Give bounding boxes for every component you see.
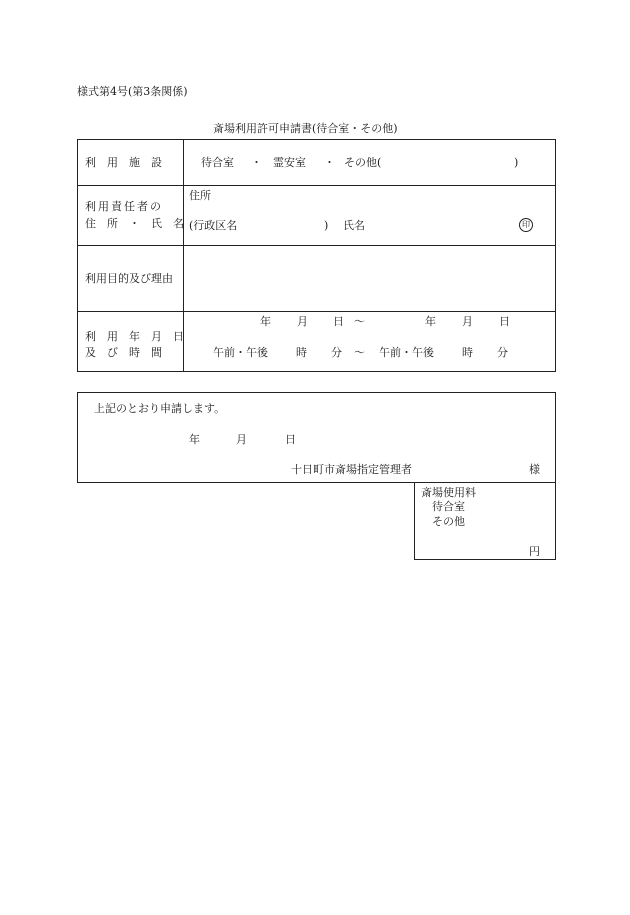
- facility-label: 利 用 施 設: [85, 156, 162, 169]
- facility-separator: ・: [324, 156, 335, 169]
- facility-option-waiting-room[interactable]: 待合室: [201, 156, 234, 169]
- facility-option-other[interactable]: その他(: [344, 156, 382, 169]
- table-row-divider: [78, 185, 555, 186]
- table-row-divider: [78, 311, 555, 312]
- purpose-label: 利用目的及び理由: [85, 272, 173, 285]
- fee-item-waiting-room: 待合室: [432, 500, 465, 513]
- fee-title: 斎場使用料: [421, 486, 476, 499]
- facility-separator: ・: [251, 156, 262, 169]
- datetime-label-line2: 及 び 時 間: [85, 346, 162, 359]
- start-day-label: 日: [333, 315, 344, 328]
- application-year-label: 年: [189, 433, 200, 446]
- addressee: 十日町市斎場指定管理者: [291, 463, 412, 476]
- start-month-label: 月: [297, 315, 308, 328]
- form-number: 様式第4号(第3条関係): [77, 85, 188, 98]
- end-minute-label: 分: [497, 346, 508, 359]
- table-row-divider: [78, 245, 555, 246]
- date-range-tilde: 〜: [354, 315, 365, 328]
- start-hour-label: 時: [296, 346, 307, 359]
- application-table: [77, 139, 556, 372]
- end-year-label: 年: [425, 315, 436, 328]
- time-range-tilde: 〜: [354, 346, 365, 359]
- name-label: 氏名: [343, 219, 365, 232]
- start-year-label: 年: [260, 315, 271, 328]
- fee-box: [414, 482, 556, 560]
- application-statement: 上記のとおり申請します。: [94, 402, 226, 415]
- start-minute-label: 分: [331, 346, 342, 359]
- datetime-label-line1: 利 用 年 月 日: [85, 330, 184, 343]
- end-hour-label: 時: [462, 346, 473, 359]
- fee-unit: 円: [529, 545, 540, 558]
- responsible-label-line1: 利用責任者の: [85, 200, 163, 213]
- address-label: 住所: [189, 189, 211, 202]
- facility-option-mortuary[interactable]: 霊安室: [273, 156, 306, 169]
- application-day-label: 日: [285, 433, 296, 446]
- seal-mark: 印: [519, 218, 533, 232]
- application-statement-box: [77, 392, 556, 483]
- district-open: (行政区名: [189, 219, 238, 232]
- form-title: 斎場利用許可申請書(待合室・その他): [213, 122, 398, 135]
- application-month-label: 月: [236, 433, 247, 446]
- end-ampm[interactable]: 午前・午後: [379, 346, 434, 359]
- facility-other-close: ): [514, 156, 519, 169]
- responsible-label-line2: 住 所 ・ 氏 名: [85, 217, 184, 230]
- fee-item-other: その他: [432, 515, 465, 528]
- end-month-label: 月: [462, 315, 473, 328]
- end-day-label: 日: [499, 315, 510, 328]
- honorific: 様: [529, 463, 540, 476]
- district-close: ): [324, 219, 329, 232]
- start-ampm[interactable]: 午前・午後: [213, 346, 268, 359]
